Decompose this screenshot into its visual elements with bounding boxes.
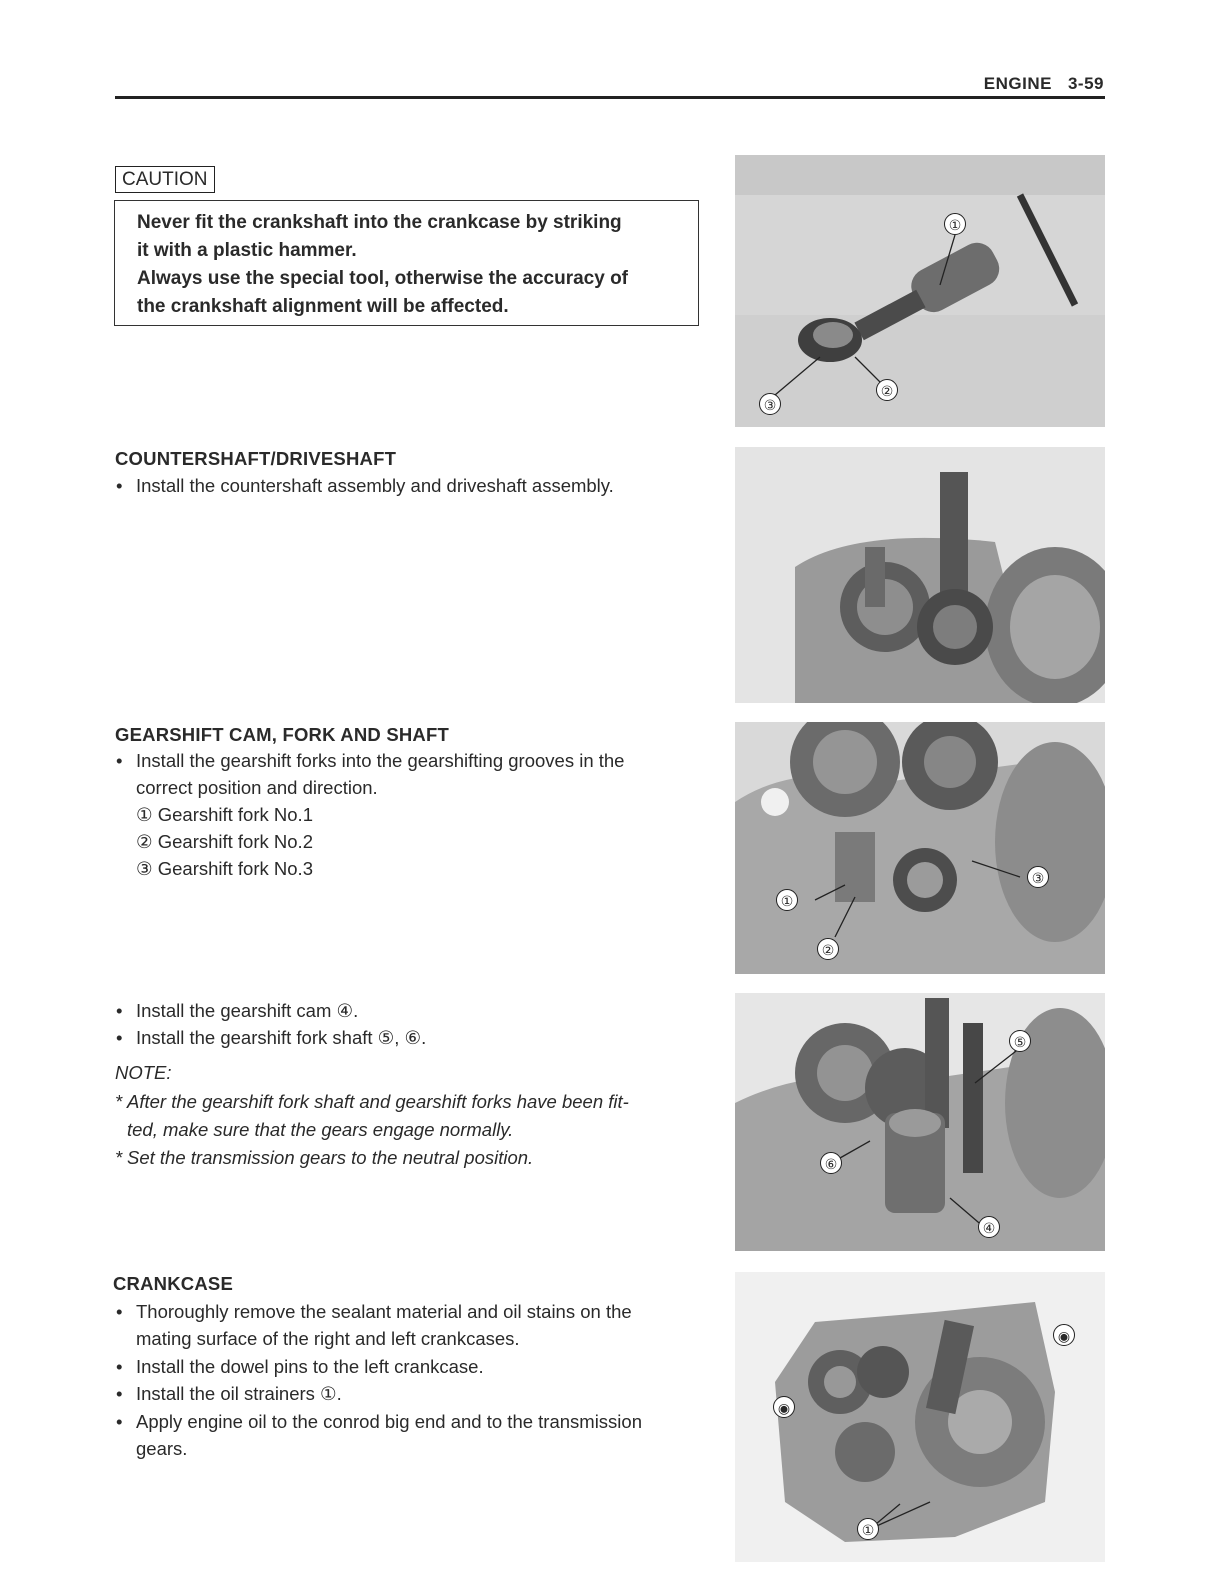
bullet-text: Install the dowel pins to the left crankcase. [136, 1356, 484, 1377]
caution-line: Always use the special tool, otherwise the accuracy of [137, 268, 629, 289]
note-label: NOTE: [115, 1062, 172, 1083]
photo-gearshift-cam [735, 993, 1105, 1251]
bullet-item: • Thoroughly remove the sealant material and oil stains on the mating surface of the right and left crankcases. [116, 1298, 706, 1352]
bullet-item: • Install the countershaft assembly and driveshaft assembly. [116, 472, 706, 499]
dowel-pin-marker: ◉ [1053, 1324, 1075, 1346]
callout-5: ⑤ [1009, 1030, 1031, 1052]
note-text: After the gearshift fork shaft and gearshift forks have been fit- [127, 1091, 629, 1112]
bullet-item: • Install the dowel pins to the left crankcase. [116, 1353, 706, 1380]
caution-line: it with a plastic hammer. [137, 240, 357, 261]
bullet-text: mating surface of the right and left crankcases. [136, 1328, 520, 1349]
section-title-countershaft: COUNTERSHAFT/DRIVESHAFT [115, 448, 397, 469]
bullet-text: Thoroughly remove the sealant material and oil stains on the [136, 1301, 632, 1322]
header-page-number: 3-59 [1067, 74, 1104, 93]
bullet-text: Install the countershaft assembly and driveshaft assembly. [136, 475, 614, 496]
callout-2: ② [876, 379, 898, 401]
dowel-pin-marker: ◉ [773, 1396, 795, 1418]
photo-gearshift-forks [735, 722, 1105, 974]
callout-1: ① [776, 889, 798, 911]
note-item: * Set the transmission gears to the neutral position. [115, 1144, 715, 1172]
fork-item: ③ Gearshift fork No.3 [136, 858, 313, 879]
callout-3: ③ [1027, 866, 1049, 888]
callout-2: ② [817, 938, 839, 960]
photo-special-tool [735, 155, 1105, 427]
caution-box [114, 200, 699, 326]
caution-line: Never fit the crankshaft into the crankcase by striking [137, 212, 622, 233]
bullet-item: • Install the gearshift cam ④. [116, 997, 706, 1024]
crankcase-illustration [735, 1272, 1105, 1562]
header-text [984, 74, 1104, 94]
note-text: Set the transmission gears to the neutral position. [127, 1147, 534, 1168]
special-tool-illustration [735, 155, 1105, 427]
photo-transmission-assembly [735, 447, 1105, 703]
bullet-text: correct position and direction. [136, 777, 378, 798]
bullet-text: Install the gearshift cam ④. [136, 1000, 359, 1021]
header-rule [115, 96, 1105, 99]
note-text: ted, make sure that the gears engage normally. [127, 1119, 514, 1140]
callout-3: ③ [759, 393, 781, 415]
bullet-item: • Apply engine oil to the conrod big end and to the transmission gears. [116, 1408, 706, 1462]
caution-line: the crankshaft alignment will be affected. [137, 296, 509, 317]
photo-crankcase [735, 1272, 1105, 1562]
bullet-text: Apply engine oil to the conrod big end and to the transmission [136, 1411, 642, 1432]
transmission-illustration [735, 447, 1105, 703]
fork-item: ② Gearshift fork No.2 [136, 831, 313, 852]
callout-6: ⑥ [820, 1152, 842, 1174]
bullet-text: Install the gearshift fork shaft ⑤, ⑥. [136, 1027, 427, 1048]
header-section: ENGINE [983, 74, 1052, 93]
callout-4: ④ [978, 1216, 1000, 1238]
page-header [0, 0, 1222, 110]
section-title-gearshift: GEARSHIFT CAM, FORK AND SHAFT [115, 724, 449, 745]
bullet-text: Install the oil strainers ①. [136, 1383, 342, 1404]
caution-label: CAUTION [115, 166, 215, 193]
section-title-crankcase: CRANKCASE [113, 1273, 233, 1294]
bullet-item: • Install the gearshift forks into the gearshifting grooves in the correct position and direction. [116, 747, 706, 801]
bullet-item: • Install the oil strainers ①. [116, 1380, 706, 1407]
note-item: * After the gearshift fork shaft and gearshift forks have been fit- ted, make sure that the gears engage normally. [115, 1088, 715, 1144]
bullet-item: • Install the gearshift fork shaft ⑤, ⑥. [116, 1024, 706, 1051]
callout-1: ① [944, 213, 966, 235]
bullet-text: Install the gearshift forks into the gearshifting grooves in the [136, 750, 625, 771]
gearshift-forks-illustration [735, 722, 1105, 974]
callout-1: ① [857, 1518, 879, 1540]
gearshift-cam-illustration [735, 993, 1105, 1251]
bullet-text: gears. [136, 1438, 188, 1459]
fork-item: ① Gearshift fork No.1 [136, 804, 313, 825]
